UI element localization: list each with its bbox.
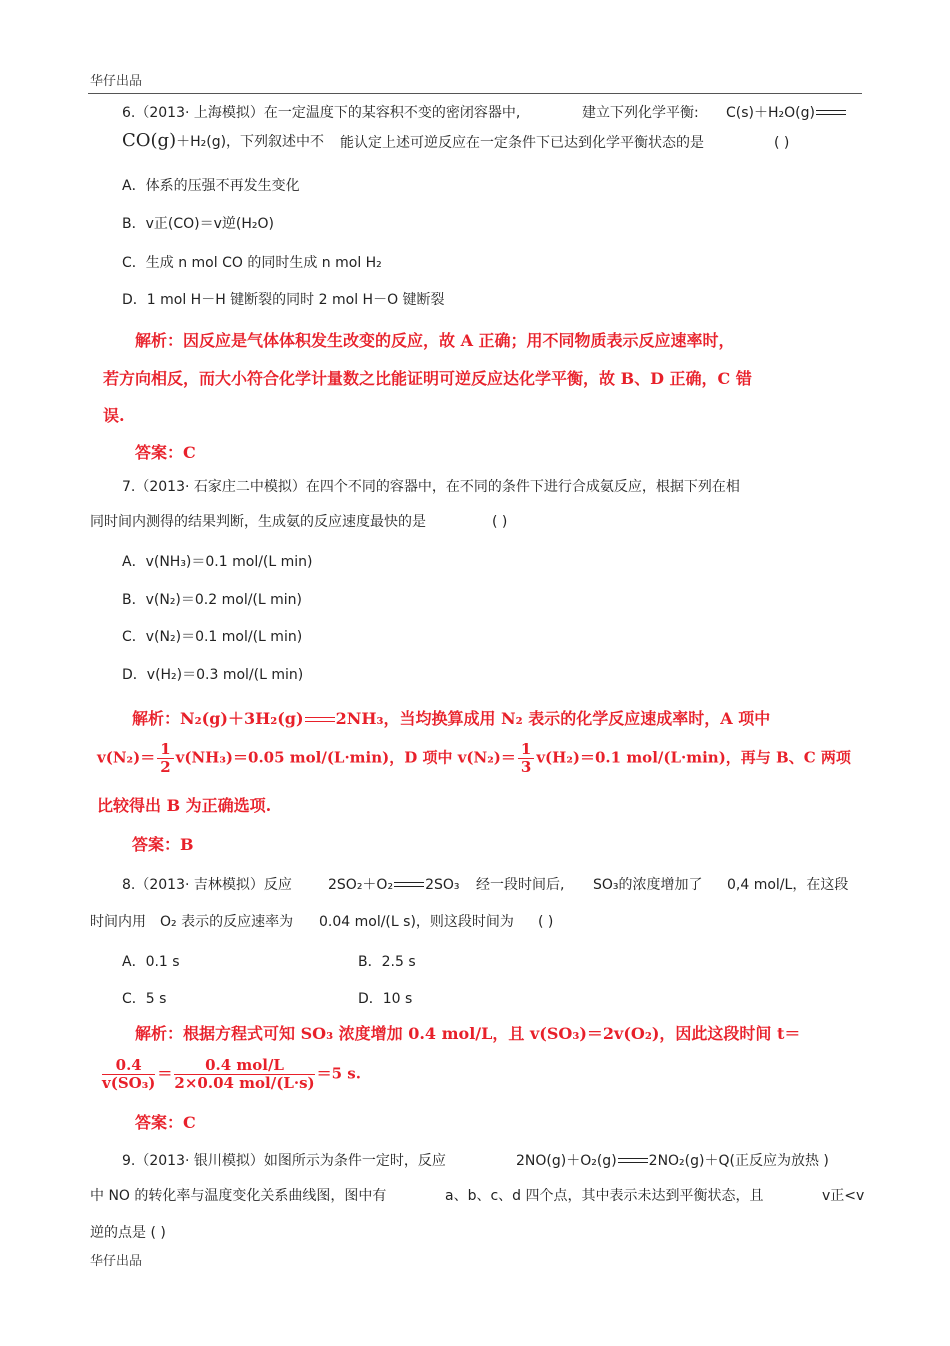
q7-option-d: D．v(H₂)＝0.3 mol/(L min) [122, 667, 304, 683]
q6-stem-tail: 能认定上述可逆反应在一定条件下已达到化学平衡状态的是 [340, 135, 704, 151]
q7-stem-line1: 7.（2013· 石家庄二中模拟）在四个不同的容器中，在不同的条件下进行合成氨反应，根据下列在相 [122, 479, 740, 495]
q9-eq [516, 1151, 829, 1171]
q6-stem-b: 建立下列化学平衡: [582, 105, 699, 121]
q8-option-d: D．10 s [358, 991, 413, 1007]
q7-answer: 答案：B [132, 835, 194, 854]
q8-stem2-c: 0.04 mol/(L s)，则这段时间为 [319, 914, 514, 930]
q7-analysis-line2 [97, 741, 851, 776]
q7-stem-line2: 同时间内测得的结果判断，生成氨的反应速度最快的是 [90, 514, 426, 530]
q8-answer: 答案：C [135, 1113, 196, 1132]
fraction-numerator: 1 [157, 741, 173, 759]
q6-eq-left [726, 103, 847, 123]
q6-co: CO(g) [122, 130, 177, 151]
q8-option-b: B．2.5 s [358, 954, 416, 970]
q6-option-d: D．1 mol H－H 键断裂的同时 2 mol H－O 键断裂 [122, 292, 445, 308]
q9-eq-left: 2NO(g)＋O₂(g) [516, 1153, 617, 1169]
q9-stem2-c: v正<v [822, 1188, 865, 1204]
q8-fraction-1 [102, 1057, 155, 1092]
q8-eq-right: 2SO₃ [425, 877, 460, 893]
q8-stem2-b: O₂ 表示的反应速率为 [160, 914, 294, 930]
q9-stem-a: 9.（2013· 银川模拟）如图所示为条件一定时，反应 [122, 1153, 446, 1169]
q6-option-b: B．v正(CO)＝v逆(H₂O) [122, 216, 274, 232]
footer-publisher: 华仔出品 [90, 1254, 143, 1269]
q8-answer-paren: ( ) [538, 914, 554, 930]
q6-analysis-line1: 解析：因反应是气体体积发生改变的反应，故 A 正确；用不同物质表示反应速率时， [135, 331, 735, 350]
q6-option-a: A．体系的压强不再发生变化 [122, 178, 300, 194]
fraction-numerator: 1 [518, 741, 534, 759]
q9-stem2-a: 中 NO 的转化率与温度变化关系曲线图，图中有 [90, 1188, 387, 1204]
fraction-denominator: v(SO₃) [102, 1074, 156, 1092]
equilibrium-arrow-icon [394, 882, 424, 888]
header-rule [88, 93, 862, 94]
q6-analysis-line3: 误. [103, 406, 125, 425]
q6-equation-left: C(s)＋H₂O(g) [726, 105, 815, 121]
q7-analysis-line1 [132, 706, 770, 729]
q6-option-c: C．生成 n mol CO 的同时生成 n mol H₂ [122, 255, 382, 271]
equilibrium-arrow-icon [618, 1158, 648, 1164]
q8-stem-eq [328, 875, 460, 895]
q7-analysis-eq-left: 解析：N₂(g)＋3H₂(g) [132, 709, 304, 728]
q7-option-b: B．v(N₂)＝0.2 mol/(L min) [122, 592, 302, 608]
q7-analysis-end: v(H₂)＝0.1 mol/(L·min)，再与 B、C 两项 [536, 748, 851, 767]
fraction-denominator: 3 [520, 758, 532, 776]
q8-stem-c: SO₃的浓度增加了 [593, 877, 703, 893]
q6-stem-a: 6.（2013· 上海模拟）在一定温度下的某容积不变的密闭容器中, [122, 105, 521, 121]
q8-stem-b: 经一段时间后, [476, 877, 565, 893]
q6-analysis-line2: 若方向相反，而大小符合化学计量数之比能证明可逆反应达化学平衡，故 B、D 正确，C 错 [103, 369, 752, 388]
q6-stem-line2 [122, 131, 324, 152]
q9-stem3: 逆的点是 ( ) [90, 1225, 166, 1241]
header-publisher: 华仔出品 [90, 74, 143, 89]
q8-option-c: C．5 s [122, 991, 167, 1007]
fraction-denominator: 2 [160, 758, 171, 776]
q8-analysis-line1: 解析：根据方程式可知 SO₃ 浓度增加 0.4 mol/L，且 v(SO₃)＝2v(O₂)，因此这段时间 t＝ [135, 1024, 801, 1043]
q7-analysis-v-n2: v(N₂)＝ [97, 748, 156, 767]
q9-eq-right: 2NO₂(g)＋Q(正反应为放热 ) [648, 1153, 829, 1169]
q7-analysis-line3: 比较得出 B 为正确选项. [97, 796, 272, 815]
q8-result: ＝5 s. [316, 1064, 361, 1083]
q8-eq-left: 2SO₂＋O₂ [328, 877, 394, 893]
q8-analysis-line2: $\frac{0.4}{\text{v(SO₃)}}$ ＝ $\frac{\text{0.4 mol/L}}{\text{2×0.04 mol/(L·s)}}$ ＝5 s. [102, 1056, 361, 1092]
q8-option-a: A．0.1 s [122, 954, 180, 970]
fraction-numerator: 0.4 [102, 1057, 155, 1075]
q7-analysis-mid: v(NH₃)＝0.05 mol/(L·min)，D 项中 v(N₂)＝ [175, 748, 516, 767]
q8-stem-a: 8.（2013· 吉林模拟）反应 [122, 877, 292, 893]
q7-option-a: A．v(NH₃)＝0.1 mol/(L min) [122, 554, 313, 570]
q6-answer-paren: ( ) [774, 135, 790, 151]
q6-answer: 答案：C [135, 443, 196, 462]
q7-option-c: C．v(N₂)＝0.1 mol/(L min) [122, 629, 303, 645]
q6-stem-rest: ＋H₂(g)，下列叙述中不 [176, 134, 325, 150]
q7-analysis-eq-right: 2NH₃，当均换算成用 N₂ 表示的化学反应速成率时，A 项中 [335, 709, 771, 728]
q8-stem2-a: 时间内用 [90, 914, 146, 930]
q7-fraction-half [157, 741, 173, 776]
q9-stem2-b: a、b、c、d 四个点，其中表示未达到平衡状态，且 [445, 1188, 764, 1204]
fraction-denominator: 2×0.04 mol/(L·s) [174, 1074, 315, 1092]
fraction-numerator: 0.4 mol/L [174, 1057, 314, 1075]
q7-fraction-third [518, 741, 534, 776]
q8-stem-d: 0,4 mol/L，在这段 [727, 877, 849, 893]
equilibrium-arrow-icon [305, 717, 335, 723]
equilibrium-arrow-icon [816, 110, 846, 116]
q8-fraction-2 [174, 1057, 314, 1092]
q7-answer-paren: ( ) [492, 514, 508, 530]
